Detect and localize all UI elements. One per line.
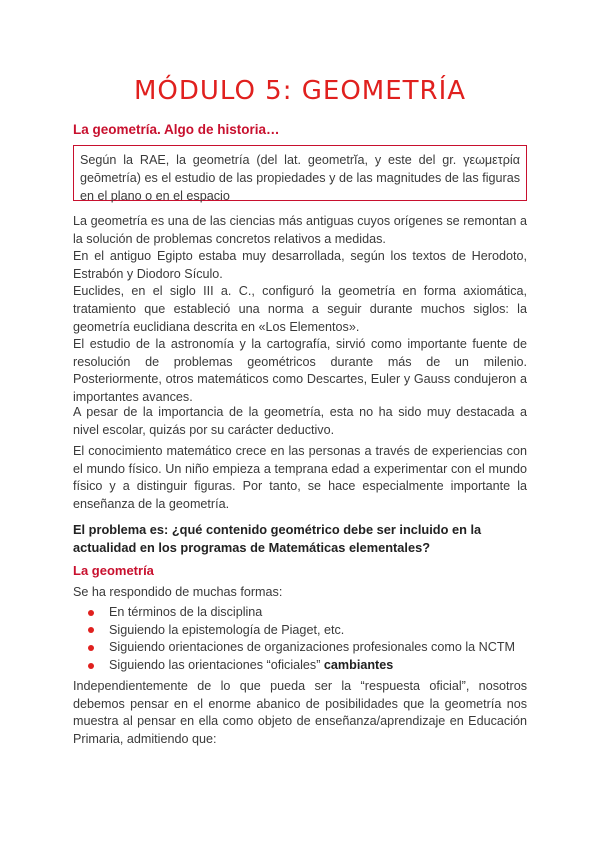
history-paragraph: En el antiguo Egipto estaba muy desarrollada, según los textos de Herodoto, Estrabón y Diodoro Sículo. bbox=[73, 249, 527, 281]
list-item bbox=[88, 622, 515, 640]
importance-paragraph: A pesar de la importancia de la geometría, esta no ha sido muy destacada a nivel escolar, quizás por su carácter deductivo. bbox=[73, 405, 527, 437]
knowledge-paragraph: El conocimiento matemático crece en las personas a través de experiencias con el mundo físico. Un niño empieza a temprana edad a experimentar con el mundo físico y a distinguir figuras. Por tanto, se hace especialmente importante la enseñanza de la geometría. bbox=[73, 444, 527, 511]
bullet-icon bbox=[88, 663, 94, 669]
list-item bbox=[88, 657, 515, 675]
responses-list bbox=[88, 604, 515, 674]
list-item-text: Siguiendo orientaciones de organizaciones profesionales como la NCTM bbox=[109, 640, 516, 655]
closing-paragraph: Independientemente de lo que pueda ser la “respuesta oficial”, nosotros debemos pensar en el enorme abanico de posibilidades que la geometría nos muestra al pensar en ella como objeto de enseñanza/aprendizaje en Educación Primaria, admitiendo que: bbox=[73, 679, 527, 746]
list-item-emphasis: cambiantes bbox=[323, 657, 394, 672]
bullet-icon bbox=[88, 645, 94, 651]
page-title: MÓDULO 5: GEOMETRÍA bbox=[133, 76, 467, 106]
history-paragraph: Euclides, en el siglo III a. C., configuró la geometría en forma axiomática, tratamiento que estableció una norma a seguir durante muchos siglos: la geometría euclidiana descrita en «Los Elementos». bbox=[73, 284, 527, 334]
bullet-icon bbox=[88, 627, 94, 633]
list-item-text: Siguiendo las orientaciones “oficiales” bbox=[109, 657, 321, 672]
list-item-text: Siguiendo la epistemología de Piaget, etc. bbox=[109, 622, 345, 637]
history-paragraph: La geometría es una de las ciencias más antiguas cuyos orígenes se remontan a la solución de problemas concretos relativos a medidas. bbox=[73, 214, 527, 246]
list-item bbox=[88, 639, 515, 657]
history-paragraph: El estudio de la astronomía y la cartografía, sirvió como importante fuente de resolución de problemas geométricos durante más de un milenio. Posteriormente, otros matemáticos como Descartes, Euler y Gauss condujeron a importantes avances. bbox=[73, 337, 527, 404]
bullet-icon bbox=[88, 610, 94, 616]
definition-box: Según la RAE, la geometría (del lat. geometrĭa, y este del gr. γεωμετρία geōmetría) es el estudio de las propiedades y de las magnitudes de las figuras en el plano o en el espacio bbox=[73, 145, 527, 201]
list-item-text: En términos de la disciplina bbox=[109, 605, 263, 619]
list-item bbox=[88, 604, 515, 622]
section-heading-history: La geometría. Algo de historia… bbox=[73, 122, 280, 137]
responses-intro: Se ha respondido de muchas formas: bbox=[73, 585, 283, 599]
problem-question: El problema es: ¿qué contenido geométrico debe ser incluido en la actualidad en los programas de Matemáticas elementales? bbox=[73, 522, 482, 555]
section-heading-geometry: La geometría bbox=[73, 563, 154, 578]
history-paragraphs bbox=[73, 213, 527, 407]
